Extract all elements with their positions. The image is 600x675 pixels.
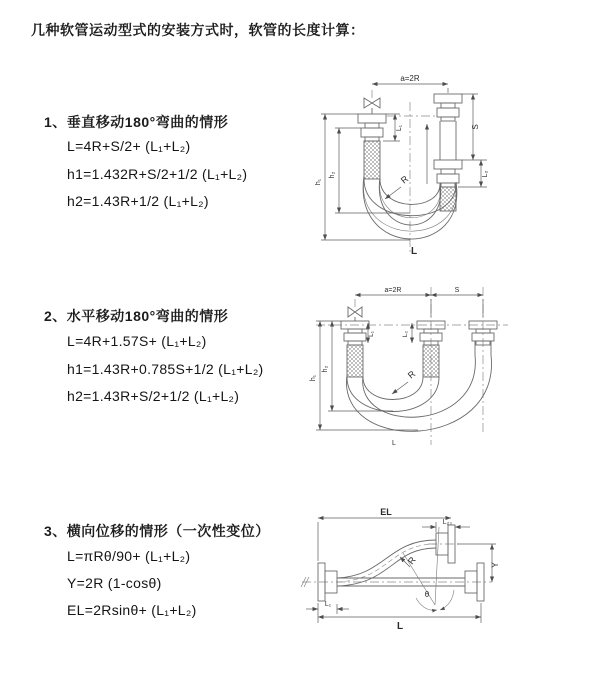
dim-label-r: R [405,368,418,381]
diagram-vertical-180-bend [315,72,585,257]
section-2-formula-h1: h1=1.43R+0.785S+1/2 (L₁+L₂) [67,361,264,377]
section-3-formula-Y: Y=2R (1-cosθ) [67,575,162,591]
braided-hose-section [423,345,439,377]
centerlines [302,544,492,582]
dimension-l2 [402,323,412,343]
dim-label-L: L [392,440,396,447]
braided-hose-section [364,141,380,179]
dim-label-h1: h₁ [315,178,322,186]
left-pipe-fixed [341,307,369,377]
section-3-formula-L: L=πRθ/90+ (L₁+L₂) [67,548,191,564]
section-2-heading: 2、水平移动180°弯曲的情形 [44,308,229,324]
page-title: 几种软管运动型式的安装方式时，软管的长度计算： [31,22,365,38]
dimension-el [318,507,451,561]
section-3-formula-EL: EL=2Rsinθ+ (L₁+L₂) [67,602,197,618]
diagram-lateral-displacement [300,505,598,650]
radius-leader [392,368,418,394]
dimension-s [431,287,483,317]
valve-icon [364,98,380,108]
diagram-horizontal-180-bend [308,283,590,458]
dim-label-l2: L₂ [442,519,450,526]
dim-label-s: S [471,124,480,130]
dim-label-h2: h₂ [322,365,329,373]
dim-label-a2r: a=2R [384,287,402,294]
section-1-heading: 1、垂直移动180°弯曲的情形 [44,114,229,130]
dimension-a2r [355,287,431,295]
section-2-formula-h2: h2=1.43R+S/2+1/2 (L₁+L₂) [67,388,240,404]
dim-label-y: Y [490,561,500,569]
right-pipe-upper-position [434,94,462,160]
dim-label-r: R [405,554,418,567]
dim-label-a2r: a=2R [400,74,420,83]
dim-label-h1: h₁ [310,374,317,382]
braided-hose-section [347,345,363,377]
hose-arcs [346,355,491,431]
left-pipe-fixed [358,98,386,179]
dim-label-l1: L₁ [324,601,332,608]
dimension-a2r [372,74,448,93]
dim-label-l2: L₂ [482,170,489,178]
dim-label-l1: L₁ [368,331,375,337]
dim-label-h2: h₂ [329,171,336,179]
hose-s-curve [337,540,436,586]
section-1-formula-h1: h1=1.432R+S/2+1/2 (L₁+L₂) [67,166,248,182]
dim-label-L: L [396,621,404,632]
radius-leader [400,554,418,567]
middle-pipe-position1 [417,321,445,377]
valve-icon [348,307,362,317]
dimension-l2 [481,160,489,187]
dim-label-s: S [454,287,460,294]
dim-label-l2: L₂ [402,330,409,338]
angle-construction [403,527,454,610]
section-3-heading: 3、横向位移的情形（一次性变位） [44,523,270,539]
dim-label-l1: L₁ [396,124,403,132]
dimension-l1 [306,601,349,614]
dim-label-theta: θ [424,590,430,599]
dim-label-r: R [398,173,411,186]
dimension-l [318,603,481,632]
dim-label-el: EL [380,507,392,517]
section-1-formula-h2: h2=1.43R+1/2 (L₁+L₂) [67,193,209,209]
radius-leader [385,173,411,199]
dim-label-L: L [410,246,418,257]
centerlines [316,287,508,445]
section-2-formula-L: L=4R+1.57S+ (L₁+L₂) [67,333,207,349]
section-1-formula-L: L=4R+S/2+ (L₁+L₂) [67,138,191,154]
dimension-l2 [422,519,470,532]
